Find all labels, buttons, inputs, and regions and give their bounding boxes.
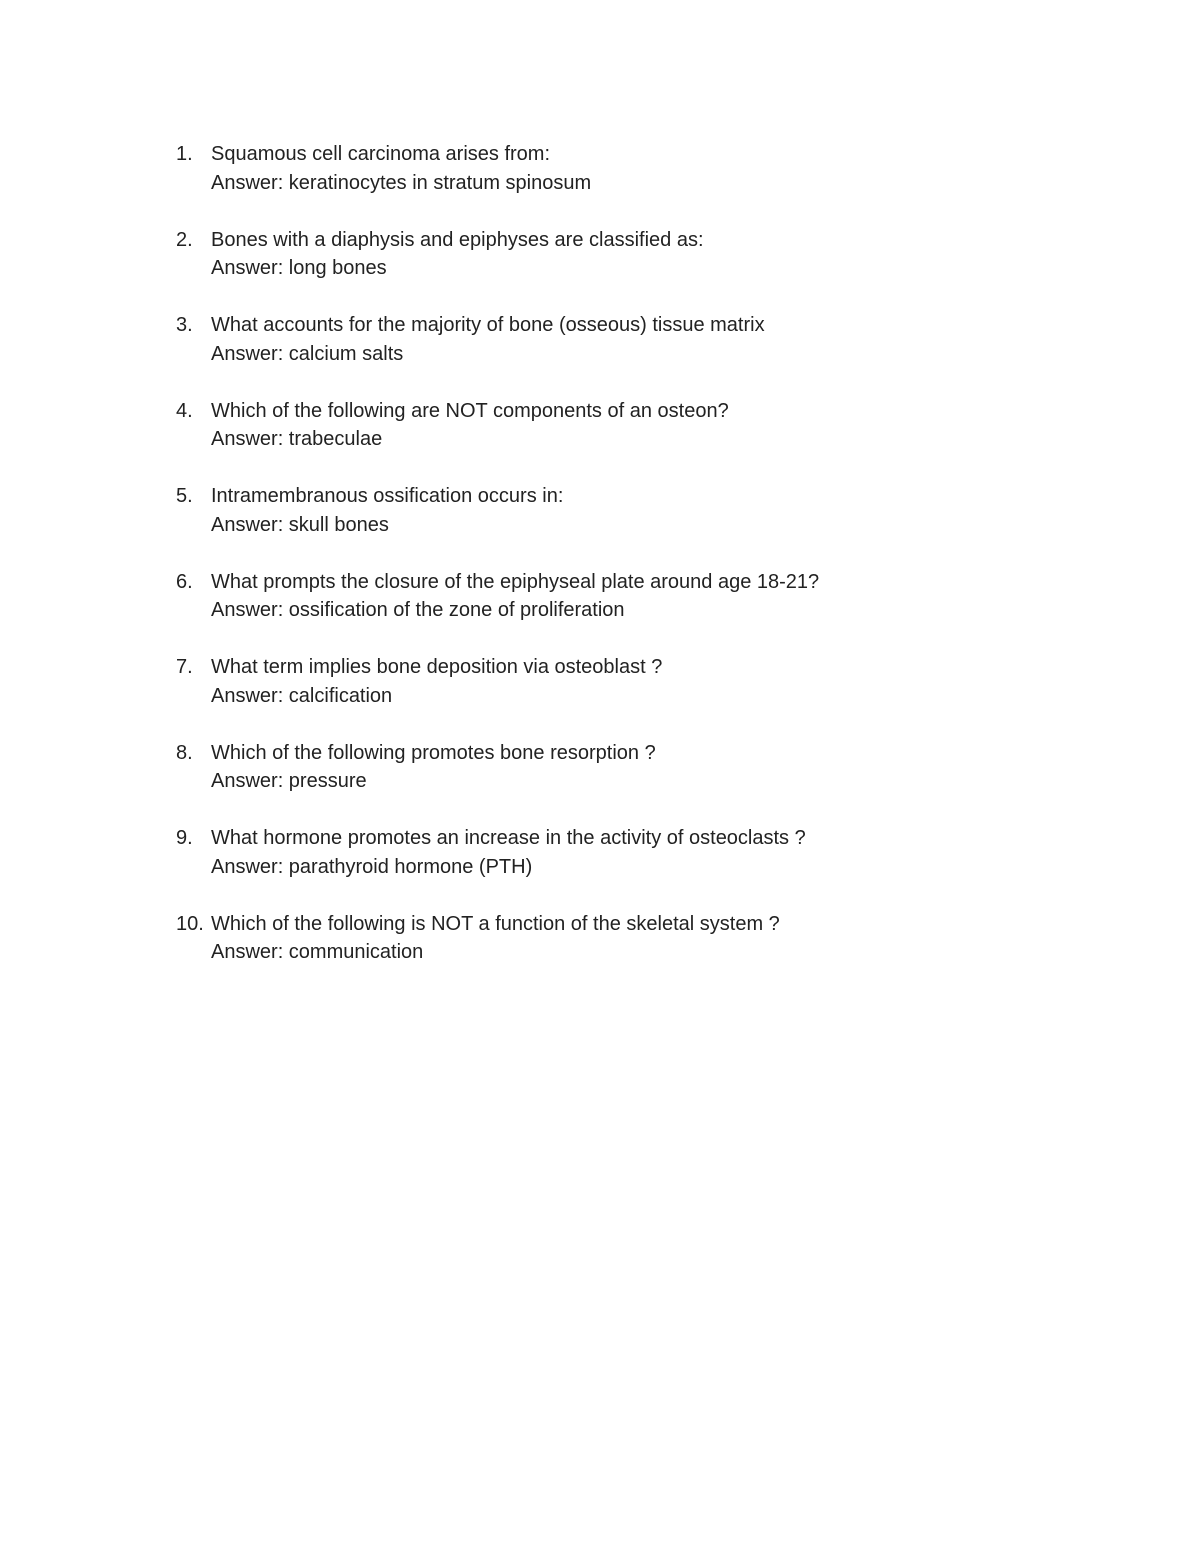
question-item xyxy=(176,311,996,368)
question-text: Squamous cell carcinoma arises from: xyxy=(211,143,551,165)
question-item xyxy=(176,824,996,881)
question-item xyxy=(176,910,996,967)
question-item xyxy=(176,482,996,539)
question-number: 1. xyxy=(176,143,193,165)
question-text: Which of the following promotes bone resorption ? xyxy=(211,741,656,764)
answer-text: Answer: trabeculae xyxy=(211,428,383,450)
question-number: 9. xyxy=(176,827,193,849)
question-number: 6. xyxy=(176,570,193,593)
question-number: 10. xyxy=(176,912,204,935)
question-number: 3. xyxy=(176,314,193,336)
answer-text: Answer: pressure xyxy=(211,770,367,792)
question-text: Bones with a diaphysis and epiphyses are classified as: xyxy=(211,228,704,251)
question-text: Which of the following are NOT components of an osteon? xyxy=(211,399,729,422)
answer-text: Answer: long bones xyxy=(211,257,387,279)
question-item xyxy=(176,397,996,454)
question-number: 8. xyxy=(176,741,193,764)
answer-text: Answer: parathyroid hormone (PTH) xyxy=(211,855,533,878)
question-item xyxy=(176,653,996,710)
question-text: What hormone promotes an increase in the activity of osteoclasts ? xyxy=(211,827,806,849)
question-text: Intramembranous ossification occurs in: xyxy=(211,485,564,507)
question-item xyxy=(176,568,996,625)
question-number: 2. xyxy=(176,228,193,251)
question-item xyxy=(176,226,996,283)
question-text: What term implies bone deposition via osteoblast ? xyxy=(211,656,663,678)
question-text: Which of the following is NOT a function of the skeletal system ? xyxy=(211,912,780,935)
question-text: What accounts for the majority of bone (osseous) tissue matrix xyxy=(211,314,765,336)
answer-text: Answer: skull bones xyxy=(211,513,389,536)
answer-text: Answer: keratinocytes in stratum spinosum xyxy=(211,171,592,194)
answer-text: Answer: calcium salts xyxy=(211,342,404,365)
question-number: 4. xyxy=(176,399,193,422)
question-text: What prompts the closure of the epiphyseal plate around age 18-21? xyxy=(211,570,820,593)
question-number: 7. xyxy=(176,656,193,678)
answer-text: Answer: calcification xyxy=(211,684,393,707)
answer-text: Answer: ossification of the zone of proliferation xyxy=(211,599,625,621)
question-number: 5. xyxy=(176,485,193,507)
question-item xyxy=(176,140,996,197)
question-item xyxy=(176,739,996,796)
question-list xyxy=(176,140,996,995)
answer-text: Answer: communication xyxy=(211,941,424,963)
